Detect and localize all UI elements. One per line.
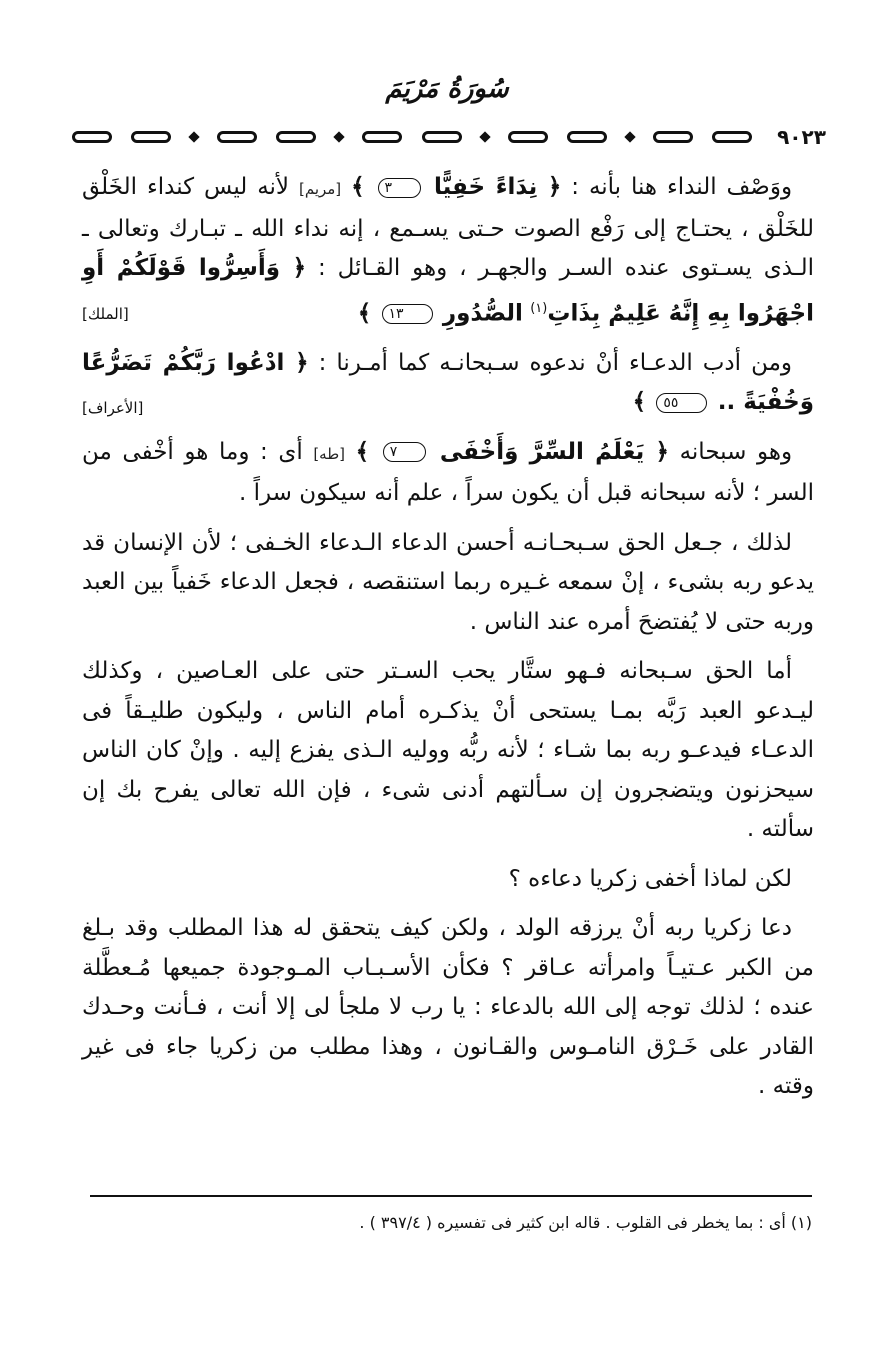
ornament-link xyxy=(276,131,316,143)
surah-reference: [الملك] xyxy=(82,304,129,323)
quran-verse: ﴿ نِدَاءً خَفِيًّا xyxy=(433,174,562,200)
footnote: (١) أى : بما يخطر فى القلوب . قاله ابن كثير فى تفسيره ( ٣٩٧/٤ ) . xyxy=(359,1213,812,1232)
paragraph-text: أى : وما هو أخْفى من السر ؛ لأنه سبحانه قبل أن يكون سراً ، علم أنه سيكون سراً . xyxy=(82,438,814,507)
footnote-marker: (١) xyxy=(530,300,548,316)
footnote-divider xyxy=(90,1195,812,1197)
verse-bracket: ﴾ xyxy=(351,174,365,200)
paragraph-2 xyxy=(82,344,814,423)
ornament-link xyxy=(712,131,752,143)
ornament-dot xyxy=(479,131,490,142)
surah-title: سُورَةُ مَرْيَمَ xyxy=(385,74,509,104)
ornament-dot xyxy=(334,131,345,142)
verse-bracket: ﴾ xyxy=(357,300,372,327)
ornament-link xyxy=(422,131,462,143)
surah-reference: [طه] xyxy=(313,444,346,463)
ornament-link xyxy=(72,131,112,143)
quran-verse: ﴿ يَعْلَمُ السِّرَّ وَأَخْفَى xyxy=(439,438,669,465)
header-ornament-border xyxy=(72,124,832,150)
main-text xyxy=(82,168,814,1117)
quran-verse: ﴿ وَأَسِرُّوا قَوْلَكُمْ أَوِ اجْهَرُوا بِهِ إِنَّهُ عَلِيمٌ بِذَاتِ xyxy=(82,255,814,327)
verse-number: ٧ xyxy=(383,442,427,462)
ornament-dot xyxy=(188,131,199,142)
surah-reference: [الأعراف] xyxy=(82,399,144,418)
verse-number: ٥٥ xyxy=(656,393,707,413)
page-number: ٩٠٢٣ xyxy=(777,125,826,149)
verse-bracket: ﴾ xyxy=(632,389,647,416)
paragraph-5: أما الحق سـبحانه فـهو ستَّار يحب السـتر حتى على العـاصين ، وكذلك ليـدعو العبد رَبَّه بمـا يستحى أنْ يذكـره أمام الناس ، وليكون طليـقاً فى الدعـاء فيدعـو ربه بما شـاء ؛ لأنه ربُّه ووليه الـذى يفزع إليه . وإنْ كان الناس سيحزنون ويتضجرون إن سـألتهم أدنى شىء ، فإن الله تعالى يفرح بك إن سألته . xyxy=(82,658,814,843)
ornament-link xyxy=(362,131,402,143)
quran-verse: ﴿ ادْعُوا رَبَّكُمْ تَضَرُّعًا وَخُفْيَةً .. xyxy=(82,349,814,416)
paragraph-1 xyxy=(82,168,814,334)
surah-reference: [مريم] xyxy=(298,180,342,198)
ornament-link xyxy=(567,131,607,143)
paragraph-text: ومن أدب الدعـاء أنْ ندعوه سـبحانـه كما أمـرنا : xyxy=(318,349,792,376)
paragraph-text: لأنه ليس كنداء الخَلْق للخَلْق ، يحتـاج إلى رَفْع الصوت حـتى يسـمع ، إنه نداء الله ـ تبـارك وتعالى ـ الـذى يسـتوى عنده السـر والجهـر ، وهو القـائل : xyxy=(82,174,815,281)
quran-verse: الصُّدُورِ xyxy=(442,300,523,327)
ornament-link xyxy=(131,131,171,143)
verse-number: ٣ xyxy=(378,178,422,198)
paragraph-4: لذلك ، جـعل الحق سـبحـانـه أحسن الدعاء الـدعاء الخـفى ؛ لأن الإنسان قد يدعو ربه بشىء ، إنْ سمعه غـيره ربما استنقصه ، فجعل الدعاء خَفياً بين العبد وربه حتى لا يُفتضحَ أمره عند الناس . xyxy=(82,529,814,635)
paragraph-7: دعا زكريا ربه أنْ يرزقه الولد ، ولكن كيف يتحقق له هذا المطلب وقد بـلغ من الكبر عـتيـاً وامرأته عـاقر ؟ فكأن الأسـبـاب المـوجودة جميعها مُـعطَّلة عنده ؛ لذلك توجه إلى الله بالدعاء : يا رب لا ملجأ لى إلا أنت ، فـأنت وحـدك القادر على خَـرْق النامـوس والقـانون ، وهذا مطلب من زكريا جاء فى غير وقته . xyxy=(82,915,814,1100)
paragraph-6: لكن لماذا أخفى زكريا دعاءه ؟ xyxy=(508,865,792,892)
ornament-link xyxy=(217,131,257,143)
ornament-link xyxy=(653,131,693,143)
paragraph-text: ووَصْف النداء هنا بأنه : xyxy=(571,174,793,200)
verse-bracket: ﴾ xyxy=(355,438,370,465)
ornament-link xyxy=(508,131,548,143)
ornament-dot xyxy=(624,131,635,142)
verse-number: ١٣ xyxy=(382,304,433,324)
paragraph-text: وهو سبحانه xyxy=(679,438,793,465)
paragraph-3 xyxy=(82,433,814,514)
